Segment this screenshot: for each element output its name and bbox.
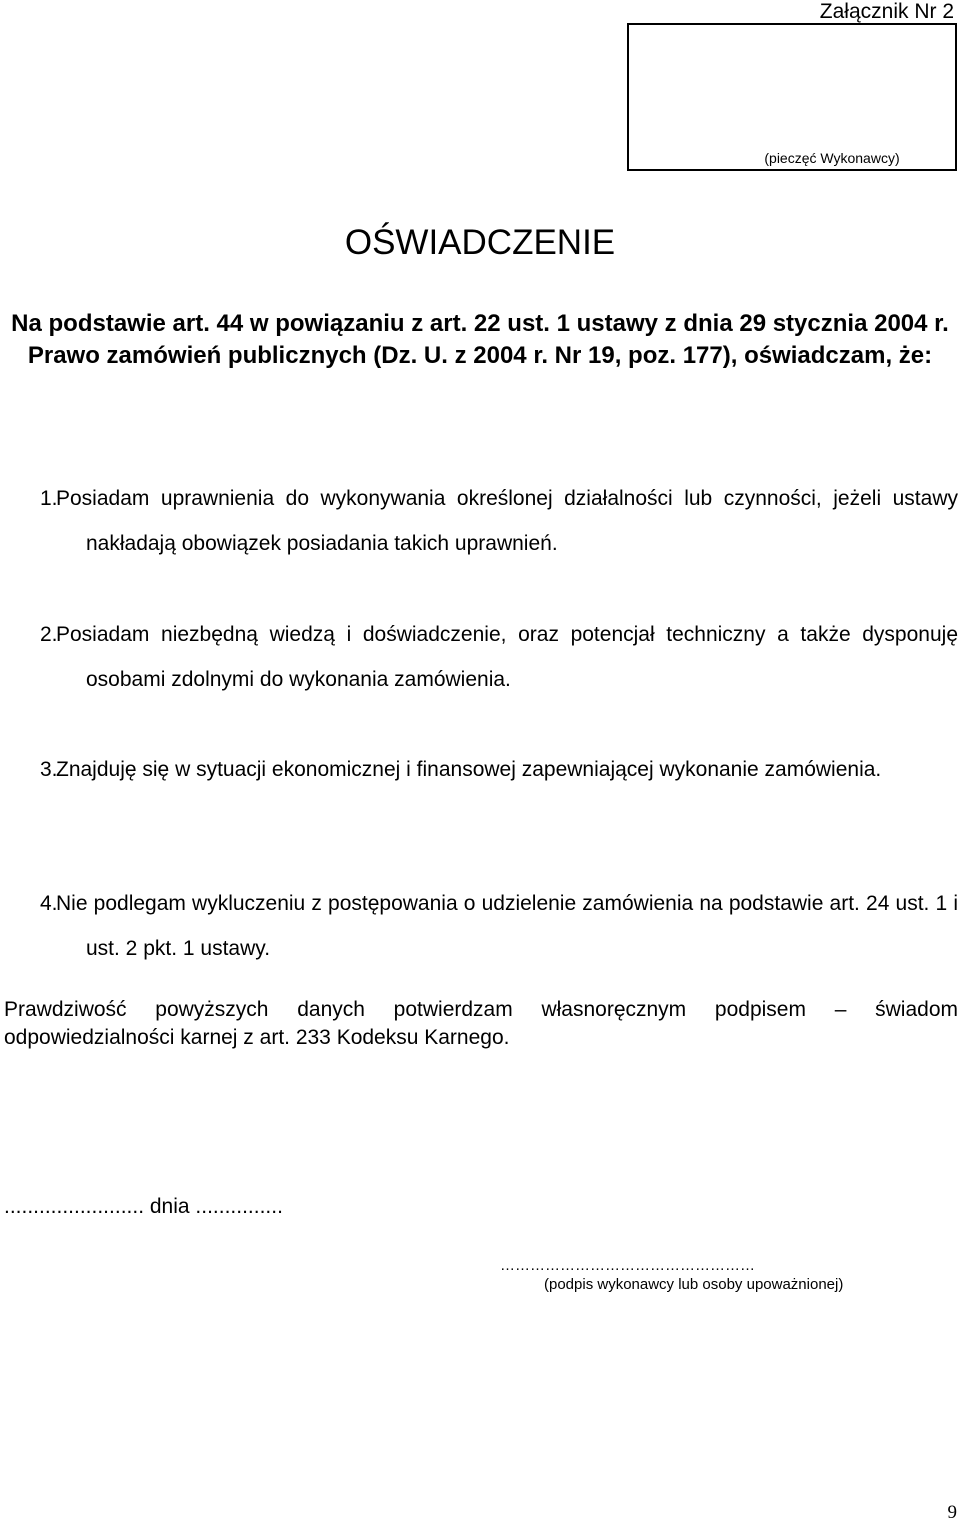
statement-number: 1. bbox=[40, 487, 58, 510]
confirmation-paragraph: Prawdziwość powyższych danych potwierdzam własnoręcznym podpisem – świadom odpowiedzialności karnej z art. 233 Kodeksu Karnego. bbox=[4, 998, 958, 1049]
statement-number: 2. bbox=[40, 623, 58, 646]
signature-caption: (podpis wykonawcy lub osoby upoważnionej) bbox=[544, 1276, 844, 1293]
stamp-caption: (pieczęć Wykonawcy) bbox=[764, 150, 900, 166]
document-title: OŚWIADCZENIE bbox=[344, 223, 616, 262]
signature-line: …………………………………………… bbox=[500, 1257, 755, 1274]
legal-basis-paragraph: Na podstawie art. 44 w powiązaniu z art. 22 ust. 1 ustawy z dnia 29 stycznia 2004 r. Prawo zamówień publicznych (Dz. U. z 2004 r. Nr 19, poz. 177), oświadczam, że: bbox=[11, 310, 949, 369]
statement-text: Posiadam niezbędną wiedzą i doświadczenie, oraz potencjał techniczny a także dysponuję osobami zdolnymi do wykonania zamówienia. bbox=[56, 623, 958, 691]
statement-item bbox=[40, 612, 958, 702]
statement-text: Posiadam uprawnienia do wykonywania określonej działalności lub czynności, jeżeli ustawy nakładają obowiązek posiadania takich uprawnień. bbox=[56, 487, 958, 555]
statement-item bbox=[40, 881, 958, 971]
contractor-stamp-box bbox=[627, 23, 957, 171]
statement-number: 4. bbox=[40, 892, 58, 915]
statement-text: Nie podlegam wykluczeniu z postępowania o udzielenie zamówienia na podstawie art. 24 ust. 1 i ust. 2 pkt. 1 ustawy. bbox=[56, 892, 958, 960]
statement-item bbox=[40, 747, 958, 792]
attachment-label: Załącznik Nr 2 bbox=[819, 0, 954, 23]
date-line: ........................ dnia ............... bbox=[4, 1195, 283, 1218]
statement-text: Znajduję się w sytuacji ekonomicznej i finansowej zapewniającej wykonanie zamówienia. bbox=[56, 758, 882, 781]
statement-number: 3. bbox=[40, 758, 58, 781]
statement-item bbox=[40, 476, 958, 566]
page-number: 9 bbox=[947, 1502, 957, 1523]
